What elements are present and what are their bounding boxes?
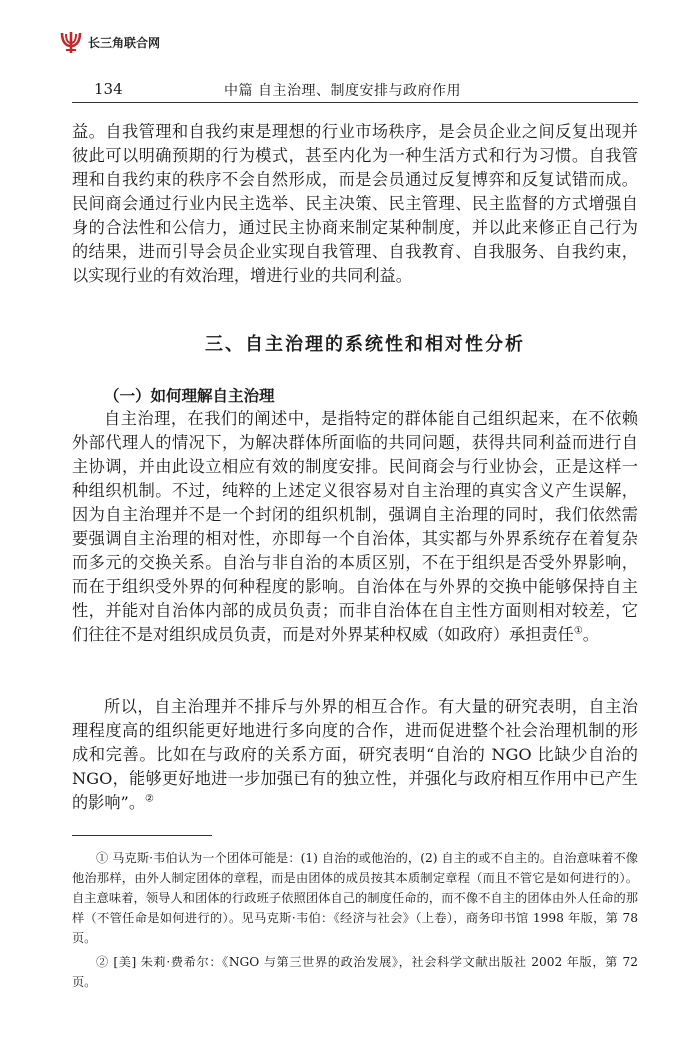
footnote-divider	[72, 835, 212, 836]
paragraph-continuation: 益。自我管理和自我约束是理想的行业市场秩序，是会员企业之间反复出现并彼此可以明确预期的行为模式，甚至内化为一种生活方式和行为习惯。自我管理和自我约束的秩序不会自然形成，而是会员通过反复博弈和反复试错而成。民间商会通过行业内民主选举、民主决策、民主管理、民主监督的方式增强自身的合法性和公信力，通过民主协商来制定某种制度，并以此来修正自己行为的结果，进而引导会员企业实现自我管理、自我教育、自我服务、自我约束，以实现行业的有效治理，增进行业的共同利益。	[72, 122, 638, 285]
paragraph-definition	[72, 407, 638, 647]
site-logo[interactable]	[60, 30, 160, 54]
subsection-heading: （一）如何理解自主治理	[104, 387, 275, 405]
footnote-1: ① 马克斯·韦伯认为一个团体可能是：(1) 自治的或他治的，(2) 自主的或不自主的。自治意味着不像他治那样，由外人制定团体的章程，而是由团体的成员按其本质制定章程（而且不管它是如何进行的）。自主意味着，领导人和团体的行政班子依照团体自己的制度任命的，而不像不自主的团体由外人任命的那样（不管任命是如何进行的）。见马克斯·韦伯：《经济与社会》（上卷），商务印书馆 1998 年版，第 78 页。	[72, 851, 638, 945]
paragraph-definition-text: 自主治理，在我们的阐述中，是指特定的群体能自己组织起来，在不依赖外部代理人的情况下，为解决群体所面临的共同问题，获得共同利益而进行自主协调，并由此设立相应有效的制度安排。民间商会与行业协会，正是这样一种组织机制。不过，纯粹的上述定义很容易对自主治理的真实含义产生误解，因为自主治理并不是一个封闭的组织机制，强调自主治理的同时，我们依然需要强调自主治理的相对性，亦即每一个自治体，其实都与外界系统存在着复杂而多元的交换关系。自治与非自治的本质区别，不在于组织是否受外界影响，而在于组织受外界的何种程度的影响。自治体在与外界的交换中能够保持自主性，并能对自治体内部的成员负责；而非自治体在自主性方面则相对较差，它们往往不是对组织成员负责，而是对外界某种权威（如政府）承担责任	[72, 409, 638, 644]
page-number: 134	[94, 80, 123, 98]
paragraph-cooperation-text: 所以，自主治理并不排斥与外界的相互合作。有大量的研究表明，自主治理程度高的组织能更好地进行多向度的合作，进而促进整个社会治理机制的形成和完善。比如在与政府的关系方面，研究表明“自治的 NGO 比缺少自治的 NGO，能够更好地进一步加强已有的独立性，并强化与政府相互作用中已产生的影响”。	[72, 697, 638, 812]
paragraph-definition-end: 。	[582, 625, 599, 644]
running-header	[72, 80, 638, 103]
footnote-2: ② [美] 朱莉·费希尔：《NGO 与第三世界的政治发展》，社会科学文献出版社 2002 年版，第 72 页。	[72, 955, 638, 989]
logo-mark-icon	[60, 30, 82, 54]
footnote-ref-2[interactable]: ②	[145, 793, 154, 805]
paragraph-cooperation	[72, 695, 638, 815]
running-title: 中篇 自主治理、制度安排与政府作用	[224, 83, 461, 99]
logo-text: 长三角联合网	[88, 35, 161, 50]
footnote-ref-1[interactable]: ①	[573, 625, 583, 637]
section-heading: 三、自主治理的系统性和相对性分析	[205, 334, 525, 355]
